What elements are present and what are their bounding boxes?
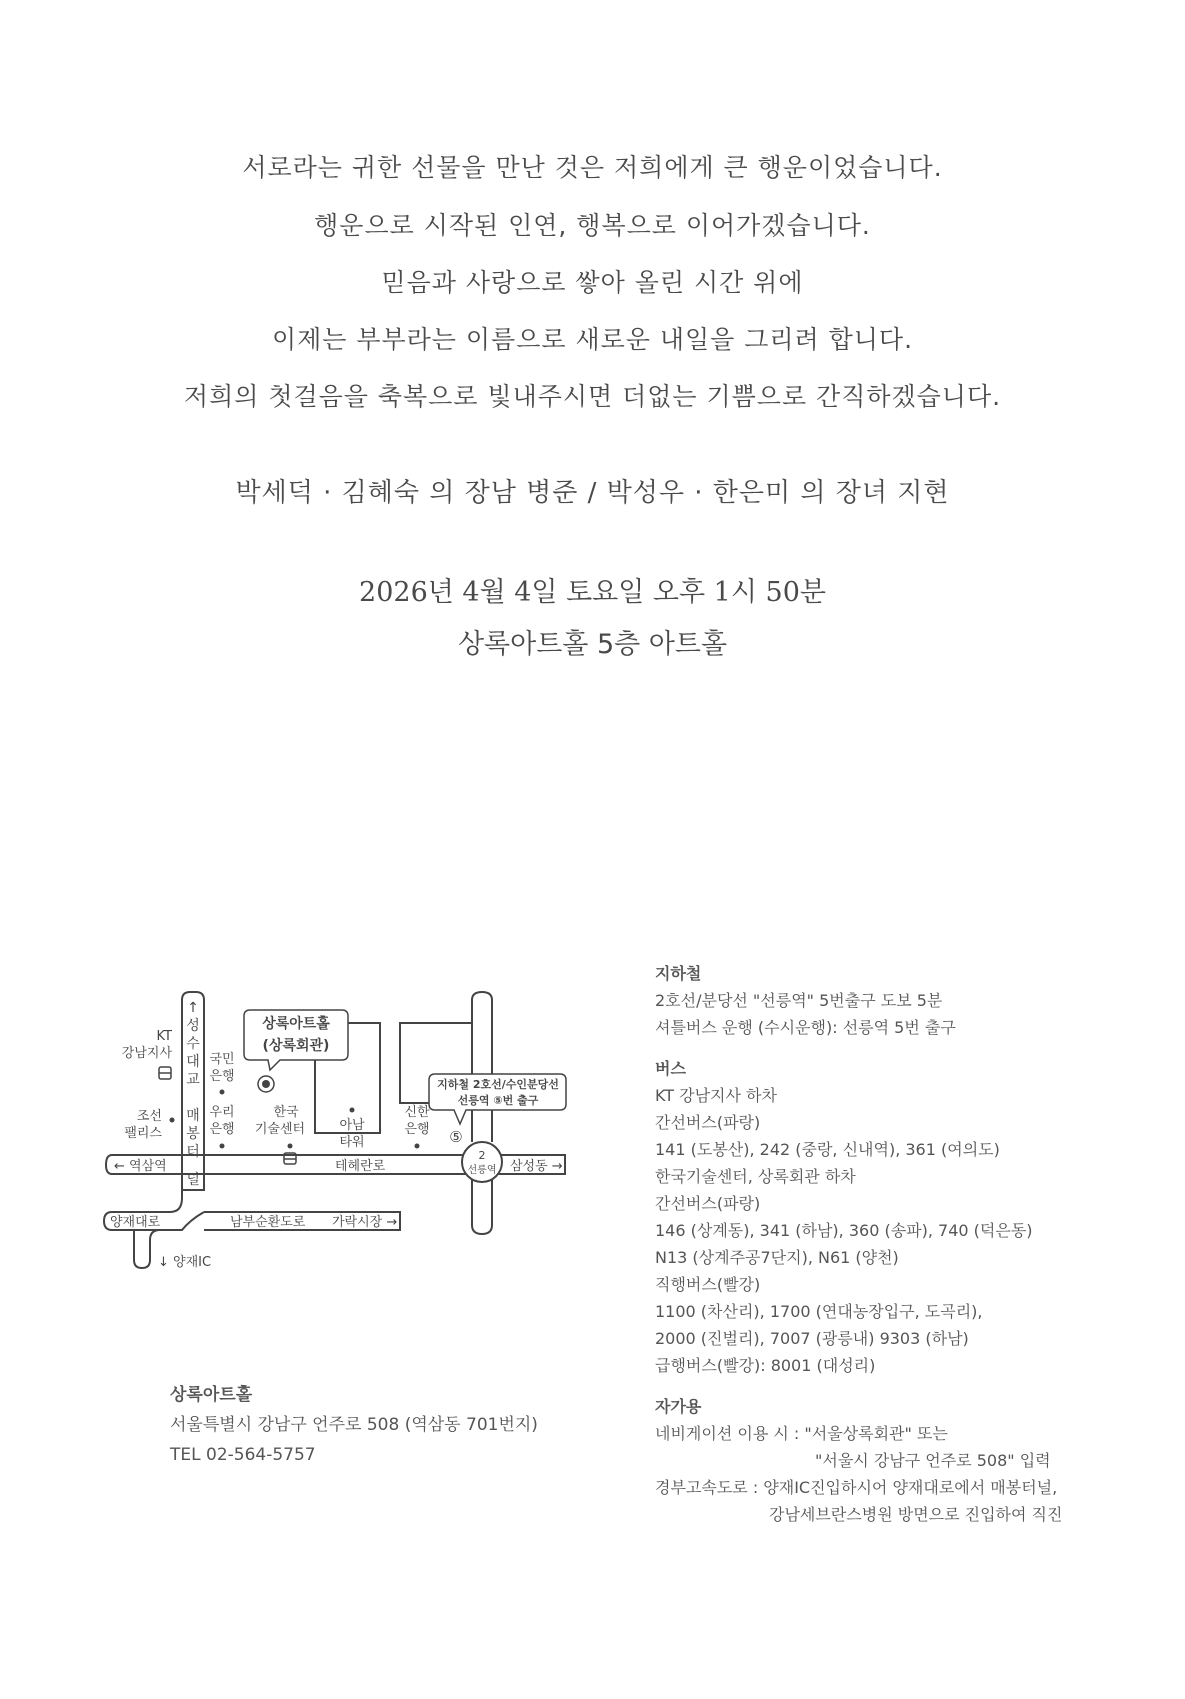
station-line-number: 2 — [478, 1149, 486, 1162]
car-line: "서울시 강남구 언주로 508" 입력 — [815, 1451, 1051, 1470]
anam-label: 아남 — [339, 1118, 365, 1133]
maebong-char: 매 — [186, 1108, 200, 1124]
hankook-label: 한국 — [273, 1105, 299, 1120]
kookmin-label: 국민 — [209, 1052, 235, 1067]
venue-marker-icon — [258, 1076, 274, 1092]
kookmin-dot — [220, 1090, 225, 1095]
maebong-char: 널 — [186, 1172, 200, 1188]
shinhan-dot — [415, 1144, 420, 1149]
venue-callout-sub: (상록회관) — [262, 1038, 330, 1054]
seongsu-char: 대 — [186, 1054, 200, 1070]
anam-label: 타워 — [339, 1135, 365, 1150]
car-line: 경부고속도로 : 양재IC진입하시어 양재대로에서 매봉터널, — [655, 1478, 1058, 1497]
venue-name: 상록아트홀 — [170, 1385, 253, 1405]
transport-info — [655, 960, 1175, 1528]
bus-line: 직행버스(빨강) — [655, 1275, 761, 1294]
kookmin-label: 은행 — [209, 1069, 235, 1084]
yangjae-ic-label: ↓ 양재IC — [158, 1255, 212, 1270]
exit-5-icon: ⑤ — [449, 1128, 463, 1146]
bus-line: 146 (상계동), 341 (하남), 360 (송파), 740 (덕은동) — [655, 1221, 1033, 1240]
seongsu-char: 수 — [186, 1036, 200, 1052]
bus-line: 1100 (차산리), 1700 (연대농장입구, 도곡리), — [655, 1302, 983, 1321]
subway-callout-exit: 선릉역 ⑤번 출구 — [457, 1094, 539, 1107]
venue-tel: TEL 02-564-5757 — [170, 1445, 316, 1465]
message-line: 이제는 부부라는 이름으로 새로운 내일을 그리려 합니다. — [271, 325, 914, 354]
bus-line: 2000 (진벌리), 7007 (광릉내) 9303 (하남) — [655, 1329, 969, 1348]
bus-line: 141 (도봉산), 242 (중랑, 신내역), 361 (여의도) — [655, 1140, 1000, 1159]
event-datetime: 2026년 4월 4일 토요일 오후 1시 50분 — [359, 577, 826, 608]
couple-names: 박세덕 · 김혜숙 의 장남 병준 / 박성우 · 한은미 의 장녀 지현 — [235, 478, 950, 508]
venue-address: 서울특별시 강남구 언주로 508 (역삼동 701번지) — [170, 1415, 538, 1435]
location-map — [110, 1000, 590, 1290]
seolleung-station-icon — [462, 1142, 502, 1182]
bus-line: KT 강남지사 하차 — [655, 1086, 777, 1105]
subway-line: 2호선/분당선 "선릉역" 5번출구 도보 5분 — [655, 991, 943, 1010]
subway-exit-callout — [429, 1074, 566, 1124]
shinhan-label: 신한 — [404, 1105, 430, 1120]
station-name: 선릉역 — [467, 1165, 497, 1176]
bus-line: 한국기술센터, 상록회관 하차 — [655, 1167, 856, 1186]
shinhan-label: 은행 — [404, 1122, 430, 1137]
nambu-label: 남부순환도로 — [230, 1215, 306, 1230]
seongsu-char: 성 — [186, 1018, 200, 1034]
seongsu-arrow: ↑ — [187, 1000, 199, 1016]
joseon-dot — [170, 1118, 175, 1123]
message-line: 서로라는 귀한 선물을 만난 것은 저희에게 큰 행운이었습니다. — [242, 153, 943, 182]
subway-heading: 지하철 — [655, 964, 702, 983]
hankook-dot — [288, 1144, 293, 1149]
hankook-label: 기술센터 — [254, 1122, 306, 1137]
message-line: 저희의 첫걸음을 축복으로 빛내주시면 더없는 기쁨으로 간직하겠습니다. — [183, 382, 1002, 411]
garak-label: 가락시장 → — [332, 1215, 398, 1230]
road-seolleung-vertical — [472, 992, 492, 1234]
kt-label: KT — [156, 1029, 172, 1044]
kt-label: 강남지사 — [121, 1046, 172, 1061]
venue-callout — [244, 1010, 348, 1070]
event-place: 상록아트홀 5층 아트홀 — [457, 629, 728, 660]
bus-line: 간선버스(파랑) — [655, 1113, 761, 1132]
venue-callout-name: 상록아트홀 — [262, 1016, 330, 1032]
teheran-label: 테헤란로 — [335, 1159, 386, 1174]
anam-dot — [350, 1108, 355, 1113]
samseong-label: 삼성동 → — [510, 1159, 563, 1174]
woori-dot — [220, 1144, 225, 1149]
seongsu-char: 교 — [186, 1072, 200, 1088]
yeoksam-label: ← 역삼역 — [114, 1159, 167, 1174]
woori-label: 은행 — [209, 1122, 235, 1137]
bus-line: N13 (상계주공7단지), N61 (양천) — [655, 1248, 899, 1267]
yangjae-road-label: 양재대로 — [110, 1215, 161, 1230]
bus-line: 급행버스(빨강): 8001 (대성리) — [655, 1356, 876, 1375]
joseon-label: 조선 — [136, 1109, 162, 1124]
message-line: 행운으로 시작된 인연, 행복으로 이어가겠습니다. — [314, 211, 871, 240]
car-line: 네비게이션 이용 시 : "서울상록회관" 또는 — [655, 1424, 948, 1443]
message-line: 믿음과 사랑으로 쌓아 올린 시간 위에 — [381, 268, 804, 297]
subway-line: 셔틀버스 운행 (수시운행): 선릉역 5번 출구 — [655, 1018, 956, 1037]
woori-label: 우리 — [209, 1105, 235, 1120]
subway-callout-line: 지하철 2호선/수인분당선 — [437, 1078, 559, 1091]
venue-address-block — [170, 1380, 538, 1470]
car-line: 강남세브란스병원 방면으로 진입하여 직진 — [769, 1505, 1063, 1524]
bus-heading: 버스 — [655, 1059, 686, 1078]
bus-stop-icon — [159, 1067, 171, 1079]
maebong-char: 봉 — [186, 1126, 200, 1142]
bus-line: 간선버스(파랑) — [655, 1194, 761, 1213]
joseon-label: 팰리스 — [124, 1126, 162, 1141]
maebong-char: 터 — [186, 1144, 200, 1160]
car-heading: 자가용 — [655, 1397, 702, 1416]
